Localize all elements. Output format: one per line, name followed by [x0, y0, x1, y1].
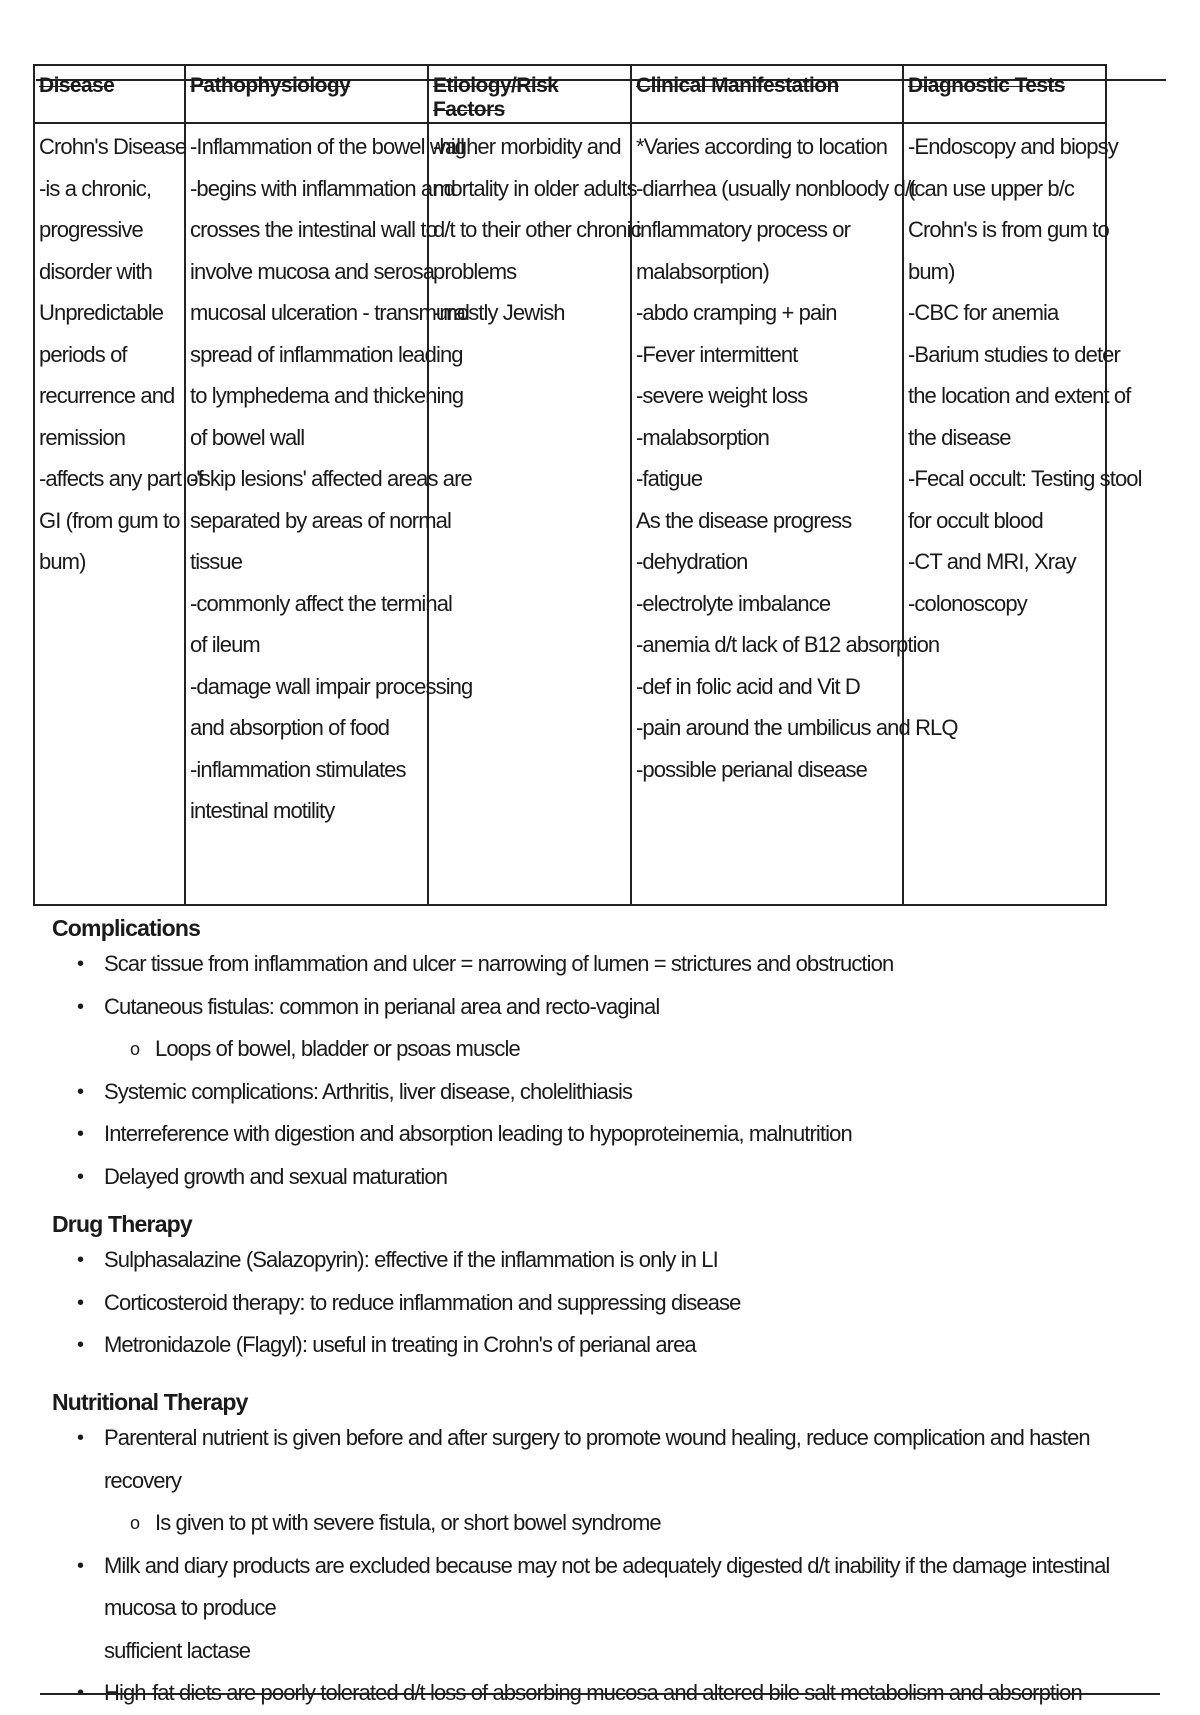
- cell-line: -Inflammation of the bowel wall: [190, 134, 465, 159]
- cell-line: -diarrhea (usually nonbloody d/t: [636, 175, 916, 201]
- bullet-icon: •: [77, 1334, 84, 1356]
- cell-line: and absorption of food: [190, 715, 390, 740]
- bullet-icon: •: [77, 1554, 84, 1577]
- cell-line: -Barium studies to deter: [908, 341, 1120, 367]
- list-item-text: Metronidazole (Flagyl): useful in treating in Crohn's of perianal area: [104, 1332, 696, 1357]
- drug-therapy-section: [52, 1209, 1172, 1367]
- cell-line: intestinal motility: [190, 798, 335, 823]
- cell-line: -possible perianal disease: [636, 756, 867, 782]
- list-item: [52, 1113, 1172, 1156]
- list-item-text: Sulphasalazine (Salazopyrin): effective if the inflammation is only in LI: [104, 1247, 718, 1272]
- cell-etiology: [428, 123, 641, 905]
- cell-line: -CBC for anemia: [908, 300, 1059, 325]
- cell-line: -malabsorption: [636, 424, 769, 450]
- cell-line: GI (from gum to: [39, 507, 180, 533]
- cell-line: -severe weight loss: [636, 383, 808, 408]
- cell-line: of ileum: [190, 632, 260, 657]
- list-item-text: Scar tissue from inflammation and ulcer = narrowing of lumen = strictures and obstruction: [104, 951, 894, 976]
- list-item-text: Interreference with digestion and absorption leading to hypoproteinemia, malnutrition: [104, 1121, 852, 1146]
- cell-line: -begins with inflammation and: [190, 175, 455, 201]
- disease-table: [33, 64, 1142, 906]
- cell-diagnostic-tests: [903, 123, 1142, 905]
- cell-line: -higher morbidity and: [433, 134, 621, 159]
- cell-line: problems: [433, 258, 517, 284]
- nutritional-therapy-section: [52, 1387, 1172, 1715]
- cell-line: mortality in older adults: [433, 175, 637, 201]
- cell-line: disorder with: [39, 258, 153, 284]
- cell-line: -damage wall impair processing: [190, 673, 473, 699]
- cell-line: Unpredictable: [39, 300, 164, 325]
- list-item: [52, 1071, 1172, 1114]
- bullet-icon: •: [77, 1249, 84, 1271]
- cell-line: -affects any part of: [39, 466, 203, 491]
- bullet-list: [52, 1417, 1172, 1715]
- cell-line: -dehydration: [636, 549, 748, 574]
- cell-line: bum): [39, 549, 86, 574]
- section-title: Complications: [52, 915, 201, 941]
- list-item: [52, 1324, 1172, 1367]
- cell-line: mucosal ulceration - transmural: [190, 300, 469, 325]
- cell-line: -electrolyte imbalance: [636, 590, 831, 616]
- bullet-icon: •: [77, 953, 84, 975]
- cell-line: inflammatory process or: [636, 217, 851, 242]
- list-item: [52, 986, 1172, 1029]
- cell-line: -Fever intermittent: [636, 341, 798, 367]
- cell-line: crosses the intestinal wall to: [190, 217, 437, 242]
- cell-pathophysiology: [185, 123, 473, 905]
- cell-line: As the disease progress: [636, 507, 852, 533]
- list-item: [52, 1417, 1172, 1502]
- cell-line: -CT and MRI, Xray: [908, 549, 1076, 574]
- cell-line: bum): [908, 258, 955, 284]
- cell-line: to lymphedema and thickening: [190, 383, 464, 408]
- cell-line: d/t to their other chronic: [433, 217, 641, 242]
- bullet-icon: •: [77, 1123, 84, 1145]
- list-item: [52, 943, 1172, 986]
- cell-line: Crohn's is from gum to: [908, 217, 1109, 242]
- cell-line: -abdo cramping + pain: [636, 300, 837, 325]
- bullet-icon: •: [77, 1291, 84, 1314]
- bullet-icon: •: [77, 1682, 84, 1704]
- cell-line: -mostly Jewish: [433, 300, 565, 325]
- list-item-text: Cutaneous fistulas: common in perianal area and recto-vaginal: [104, 993, 660, 1019]
- cell-line: -Endoscopy and biopsy: [908, 134, 1118, 159]
- cell-line: -'skip lesions' affected areas are: [190, 466, 472, 491]
- sub-list-item: [52, 1028, 1172, 1071]
- cell-line: for occult blood: [908, 507, 1043, 533]
- header-diagnostic-tests: Diagnostic Tests: [903, 65, 1106, 123]
- cell-line: involve mucosa and serosa: [190, 258, 435, 284]
- list-item-text: sufficient lactase: [104, 1637, 251, 1663]
- cell-line: -anemia d/t lack of B12 absorption: [636, 632, 940, 657]
- cell-line: tissue: [190, 549, 243, 574]
- cell-line: (can use upper b/c: [908, 175, 1075, 201]
- bullet-icon: •: [77, 1427, 84, 1449]
- bullet-icon: •: [77, 995, 84, 1018]
- list-item: [52, 1156, 1172, 1199]
- list-item-text: Delayed growth and sexual maturation: [104, 1163, 448, 1189]
- cell-line: -def in folic acid and Vit D: [636, 673, 860, 699]
- bullet-icon: •: [77, 1080, 84, 1103]
- header-pathophysiology: Pathophysiology: [185, 65, 428, 123]
- section-title: Drug Therapy: [52, 1211, 192, 1237]
- cell-line: Crohn's Disease: [39, 134, 187, 159]
- list-item-text: Corticosteroid therapy: to reduce inflammation and suppressing disease: [104, 1289, 741, 1315]
- cell-line: -Fecal occult: Testing stool: [908, 466, 1142, 491]
- cell-line: malabsorption): [636, 258, 769, 284]
- cell-line: -colonoscopy: [908, 590, 1027, 616]
- sub-list: [52, 1028, 1172, 1071]
- complications-section: [52, 913, 1172, 1198]
- list-item-text: Milk and diary products are excluded because may not be adequately digested d/t inability if the damage intestinal mucosa to produce: [104, 1552, 1110, 1620]
- list-item: [52, 1282, 1172, 1325]
- sub-list-item-text: Loops of bowel, bladder or psoas muscle: [155, 1036, 520, 1061]
- list-item: [52, 1545, 1172, 1673]
- cell-line: spread of inflammation leading: [190, 341, 463, 367]
- cell-line: -pain around the umbilicus and RLQ: [636, 715, 958, 740]
- cell-line: separated by areas of normal: [190, 507, 451, 533]
- list-item-text: Systemic complications: Arthritis, liver disease, cholelithiasis: [104, 1078, 633, 1104]
- hollow-bullet-icon: o: [130, 1513, 140, 1533]
- bullet-list: [52, 1239, 1172, 1367]
- header-disease: Disease: [34, 65, 185, 123]
- cell-line: -fatigue: [636, 466, 703, 491]
- cell-line: progressive: [39, 217, 143, 242]
- cell-line: -is a chronic,: [39, 175, 152, 201]
- cell-line: remission: [39, 424, 126, 450]
- list-item: [52, 1239, 1172, 1282]
- list-item-text: Parenteral nutrient is given before and after surgery to promote wound healing, reduce complication and hasten recovery: [104, 1425, 1090, 1493]
- cell-line: *Varies according to location: [636, 134, 888, 159]
- header-etiology: Etiology/Risk Factors: [428, 65, 631, 123]
- cell-line: -inflammation stimulates: [190, 756, 406, 782]
- cell-line: the location and extent of: [908, 383, 1131, 408]
- cell-line: -commonly affect the terminal: [190, 590, 453, 616]
- cell-line: of bowel wall: [190, 424, 305, 450]
- hollow-bullet-icon: o: [130, 1039, 140, 1059]
- sub-list: [52, 1502, 1172, 1545]
- bullet-icon: •: [77, 1165, 84, 1188]
- section-title: Nutritional Therapy: [52, 1389, 248, 1415]
- cell-line: periods of: [39, 341, 127, 367]
- cell-line: recurrence and: [39, 383, 175, 408]
- cell-disease: [34, 123, 203, 905]
- sub-list-item-text: Is given to pt with severe fistula, or short bowel syndrome: [155, 1510, 661, 1535]
- list-item-text: High-fat diets are poorly tolerated d/t loss of absorbing mucosa and altered bile salt metabolism and absorption: [104, 1680, 1082, 1705]
- table-row: [34, 123, 1106, 905]
- bottom-rule: [40, 1693, 1160, 1695]
- cell-line: the disease: [908, 424, 1011, 450]
- bullet-list: [52, 943, 1172, 1198]
- table-header-row: [34, 65, 1106, 123]
- sub-list-item: [52, 1502, 1172, 1545]
- header-clinical-manifestation: Clinical Manifestation: [631, 65, 903, 123]
